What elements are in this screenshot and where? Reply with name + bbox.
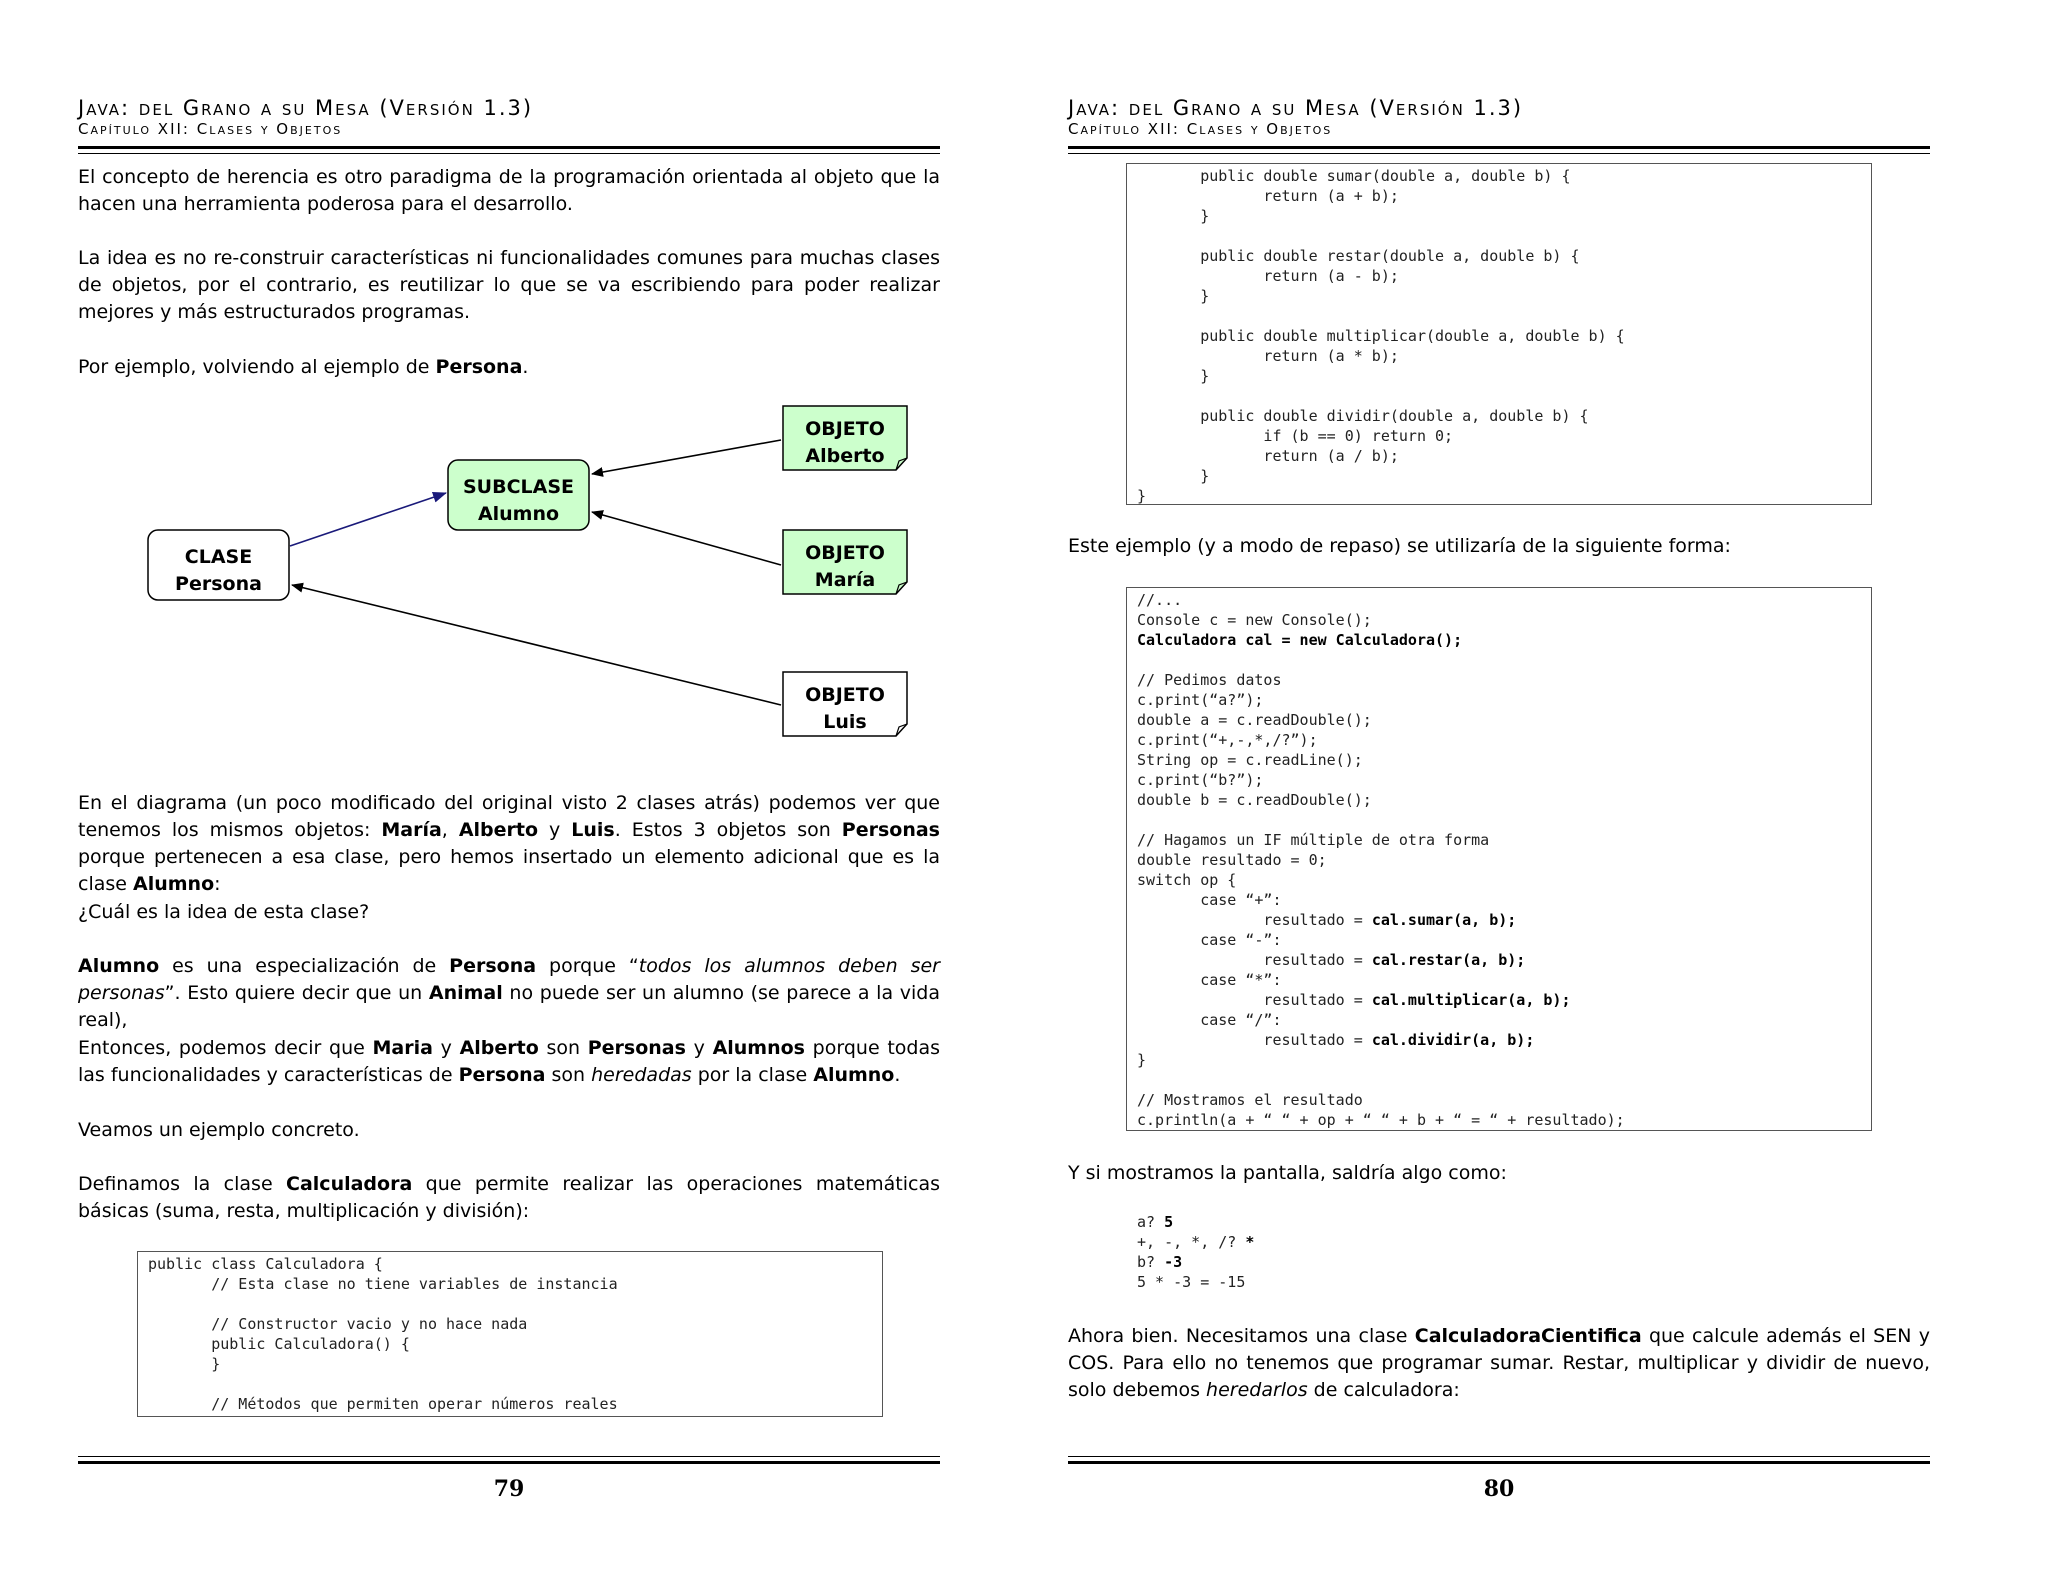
svg-text:Alumno: Alumno xyxy=(477,503,560,525)
node-objeto-alberto xyxy=(783,406,907,470)
svg-text:María: María xyxy=(814,569,876,591)
code-block-calculadora-methods xyxy=(1126,163,1872,505)
page-number: 80 xyxy=(1483,1476,1515,1502)
arrow-persona-alumno xyxy=(290,493,446,546)
code-line: case “-”: xyxy=(1137,931,1282,949)
paragraph-diagrama: En el diagrama (un poco modificado del original visto 2 clases atrás) podemos ver que tenemos los mismos objetos: María, Alberto y Luis. Estos 3 objetos son Personas porque pertenecen a esa clase, pero hemos insertado un elemento adicional que es la clase Alumno: xyxy=(78,792,940,895)
code-line: String op = c.readLine(); xyxy=(1137,751,1363,769)
footer-rule xyxy=(78,1456,940,1464)
code-line: case “+”: xyxy=(1137,891,1282,909)
footer-rule xyxy=(1068,1456,1930,1464)
code-line: Console c = new Console(); xyxy=(1137,611,1372,629)
paragraph-pantalla: Y si mostramos la pantalla, saldría algo como: xyxy=(1068,1162,1507,1184)
code-line xyxy=(1137,650,1861,670)
code-line: public double dividir(double a, double b) { xyxy=(1137,407,1589,425)
code-line: resultado = cal.dividir(a, b); xyxy=(1137,1031,1535,1049)
code-line: // Métodos que permiten operar números reales xyxy=(148,1395,618,1413)
code-line: public class Calculadora { xyxy=(148,1255,383,1273)
svg-text:Alberto: Alberto xyxy=(805,445,885,467)
code-line: public Calculadora() { xyxy=(148,1335,410,1353)
code-line: } xyxy=(1137,467,1210,485)
code-line: resultado = cal.sumar(a, b); xyxy=(1137,911,1517,929)
svg-text:Persona: Persona xyxy=(175,573,262,595)
code-line xyxy=(148,1294,872,1314)
left-page xyxy=(0,0,1000,1582)
svg-text:CLASE: CLASE xyxy=(184,546,253,568)
node-objeto-maria xyxy=(783,530,907,594)
code-line: // Constructor vacio y no hace nada xyxy=(148,1315,528,1333)
svg-text:OBJETO: OBJETO xyxy=(805,684,885,706)
code-line: c.println(a + “ “ + op + “ “ + b + “ = “ + resultado); xyxy=(1137,1111,1625,1129)
code-line: double a = c.readDouble(); xyxy=(1137,711,1372,729)
paragraph-entonces: Entonces, podemos decir que Maria y Alberto son Personas y Alumnos porque todas las funcionalidades y características de Persona son heredadas por la clase Alumno. xyxy=(78,1037,940,1086)
inheritance-diagram xyxy=(0,390,1000,770)
code-line: } xyxy=(148,1355,221,1373)
header-rule xyxy=(1068,146,1930,154)
running-header-chapter: Capítulo XII: Clases y Objetos xyxy=(78,120,343,138)
node-clase-persona xyxy=(148,530,289,600)
paragraph-veamos: Veamos un ejemplo concreto. xyxy=(78,1119,360,1141)
code-line: if (b == 0) return 0; xyxy=(1137,427,1454,445)
code-line: public double restar(double a, double b) { xyxy=(1137,247,1580,265)
paragraph-alumno-especializacion: Alumno es una especialización de Persona porque “todos los alumnos deben ser personas”. Esto quiere decir que un Animal no puede ser un alumno (se parece a la vida real), xyxy=(78,955,940,1031)
paragraph-uso: Este ejemplo (y a modo de repaso) se utilizaría de la siguiente forma: xyxy=(1068,535,1731,557)
code-line xyxy=(148,1374,872,1394)
code-line xyxy=(1137,1070,1861,1090)
svg-text:OBJETO: OBJETO xyxy=(805,542,885,564)
arrow-maria-alumno xyxy=(592,512,781,565)
paragraph-herencia-intro: El concepto de herencia es otro paradigma de la programación orientada al objeto que la hacen una herramienta poderosa para el desarrollo. xyxy=(78,166,940,215)
code-line: +, -, *, /? * xyxy=(1137,1233,1255,1251)
running-header-title: Java: del Grano a su Mesa (Versión 1.3) xyxy=(1068,96,1524,120)
code-line: 5 * -3 = -15 xyxy=(1137,1273,1246,1291)
code-line: } xyxy=(1137,367,1210,385)
svg-text:SUBCLASE: SUBCLASE xyxy=(462,476,575,498)
node-subclase-alumno xyxy=(448,460,589,530)
code-line: case “/”: xyxy=(1137,1011,1282,1029)
svg-text:OBJETO: OBJETO xyxy=(805,418,885,440)
code-line: public double multiplicar(double a, double b) { xyxy=(1137,327,1625,345)
code-line: double resultado = 0; xyxy=(1137,851,1327,869)
code-line: // Mostramos el resultado xyxy=(1137,1091,1363,1109)
code-line: return (a + b); xyxy=(1137,187,1399,205)
code-line: c.print(“b?”); xyxy=(1137,771,1264,789)
paragraph-idea: La idea es no re-construir características ni funcionalidades comunes para muchas clases de objetos, por el contrario, es reutilizar lo que se va escribiendo para poder realizar mejores y más estructurados programas. xyxy=(78,247,940,323)
code-line: double b = c.readDouble(); xyxy=(1137,791,1372,809)
console-output xyxy=(1137,1212,1737,1292)
code-line: } xyxy=(1137,1051,1147,1069)
code-line: // Hagamos un IF múltiple de otra forma xyxy=(1137,831,1490,849)
arrow-alberto-alumno xyxy=(592,440,781,474)
code-block-calculadora-start xyxy=(137,1251,883,1417)
arrow-luis-persona xyxy=(292,585,781,705)
code-line: switch op { xyxy=(1137,871,1237,889)
code-line: return (a * b); xyxy=(1137,347,1399,365)
right-page xyxy=(990,0,1990,1582)
code-line: case “*”: xyxy=(1137,971,1282,989)
code-line: //... xyxy=(1137,591,1183,609)
paragraph-ejemplo: Por ejemplo, volviendo al ejemplo de Persona. xyxy=(78,356,529,378)
code-line: return (a - b); xyxy=(1137,267,1399,285)
code-line: c.print(“+,-,*,/?”); xyxy=(1137,731,1318,749)
code-line: } xyxy=(1137,207,1210,225)
code-line: a? 5 xyxy=(1137,1213,1174,1231)
node-objeto-luis xyxy=(783,672,907,736)
code-line: resultado = cal.restar(a, b); xyxy=(1137,951,1526,969)
running-header-title: Java: del Grano a su Mesa (Versión 1.3) xyxy=(78,96,534,120)
code-line xyxy=(1137,226,1861,246)
running-header-chapter: Capítulo XII: Clases y Objetos xyxy=(1068,120,1333,138)
code-line: c.print(“a?”); xyxy=(1137,691,1264,709)
code-block-calculadora-usage xyxy=(1126,587,1872,1131)
code-line: Calculadora cal = new Calculadora(); xyxy=(1137,631,1463,649)
code-line: resultado = cal.multiplicar(a, b); xyxy=(1137,991,1571,1009)
code-line: public double sumar(double a, double b) { xyxy=(1137,167,1571,185)
code-line: b? -3 xyxy=(1137,1253,1183,1271)
header-rule xyxy=(78,146,940,154)
code-line xyxy=(1137,386,1861,406)
svg-text:Luis: Luis xyxy=(823,711,867,733)
code-line: // Esta clase no tiene variables de instancia xyxy=(148,1275,618,1293)
code-line: // Pedimos datos xyxy=(1137,671,1282,689)
paragraph-ahora-bien: Ahora bien. Necesitamos una clase CalculadoraCientifica que calcule además el SEN y COS. Para ello no tenemos que programar sumar. Restar, multiplicar y dividir de nuevo, solo debemos heredarlos de calculadora: xyxy=(1068,1325,1931,1401)
code-line xyxy=(1137,810,1861,830)
paragraph-definamos: Definamos la clase Calculadora que permite realizar las operaciones matemáticas básicas (suma, resta, multiplicación y división): xyxy=(78,1173,940,1222)
code-line: return (a / b); xyxy=(1137,447,1399,465)
code-line: } xyxy=(1137,287,1210,305)
page-number: 79 xyxy=(493,1476,525,1502)
paragraph-pregunta: ¿Cuál es la idea de esta clase? xyxy=(78,901,370,923)
code-line xyxy=(1137,306,1861,326)
code-line: } xyxy=(1137,487,1147,505)
